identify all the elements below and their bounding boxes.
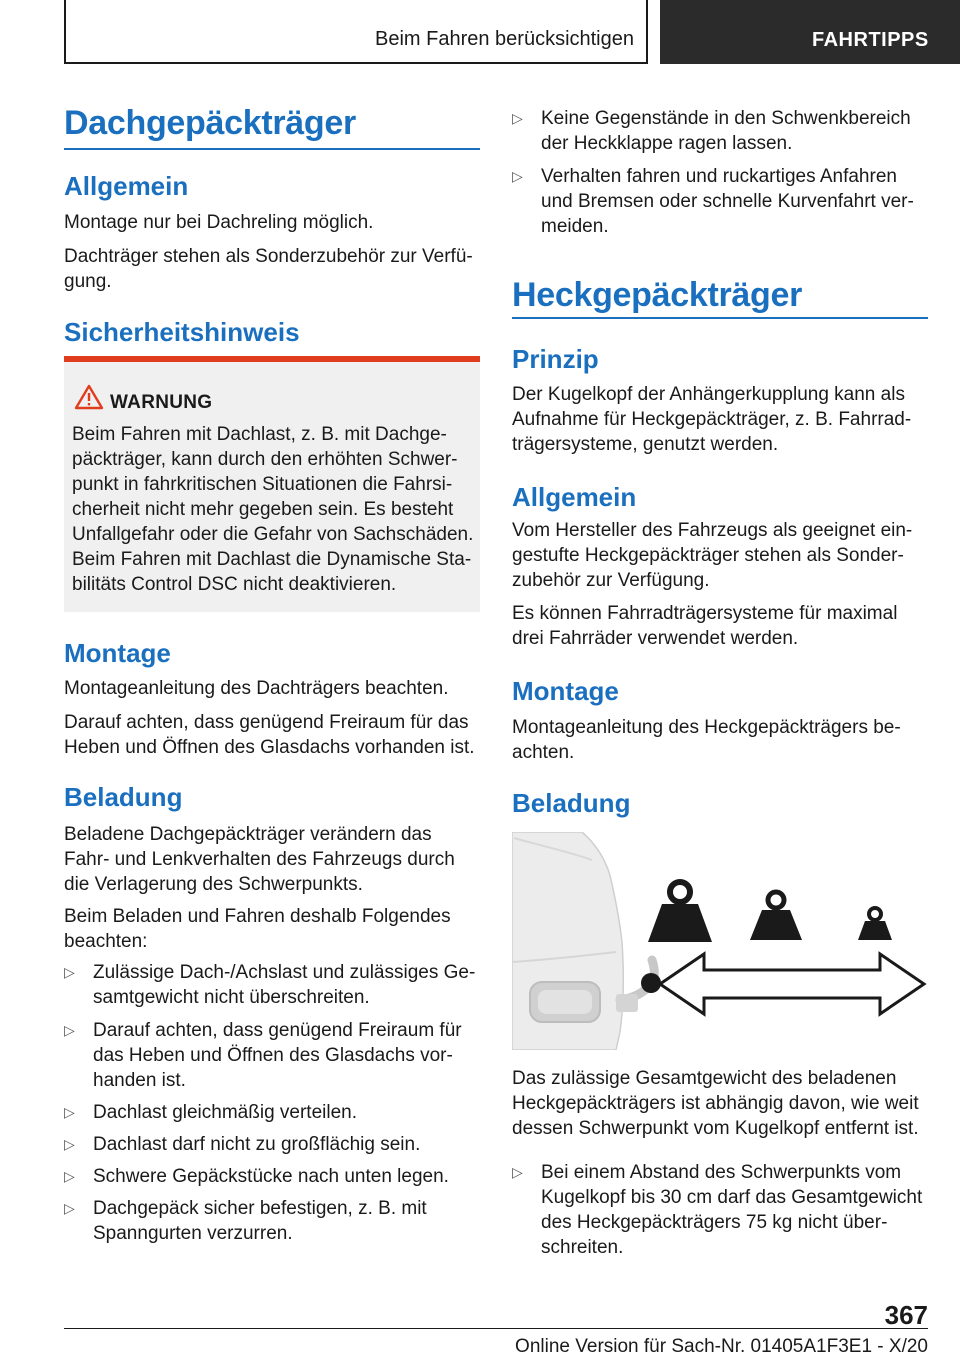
header-section-box — [64, 0, 648, 64]
warning-title: WARNUNG — [110, 392, 213, 413]
paragraph-prinzip: Der Kugelkopf der Anhängerkupplung kann als Aufnahme für Heckgepäckträger, z. B. Fahrrad‐ trägersysteme, genutzt werden. — [512, 384, 912, 455]
bullet-arrow-icon: ▷ — [512, 1164, 523, 1180]
bullet-arrow-icon: ▷ — [512, 168, 523, 184]
title-rule — [512, 317, 928, 319]
bullet-arrow-icon: ▷ — [512, 110, 523, 126]
paragraph-allgemein-right-2: Es können Fahrradträgersysteme für maximal drei Fahrräder verwendet werden. — [512, 603, 898, 649]
heading-allgemein-left: Allgemein — [64, 171, 189, 201]
bullet-arrow-icon: ▷ — [64, 1136, 75, 1152]
paragraph-allgemein-1: Montage nur bei Dachreling möglich. — [64, 212, 374, 233]
heading-sicherheitshinweis: Sicherheitshinweis — [64, 317, 300, 347]
paragraph-allgemein-2: Dachträger stehen als Sonderzubehör zur Verfü‐ gung. — [64, 246, 473, 292]
paragraph-beladung-right: Das zulässige Gesamtgewicht des beladenen Heckgepäckträgers ist abhängig davon, wie weit dessen Schwerpunkt vom Kugelkopf entfernt ist. — [512, 1068, 919, 1139]
paragraph-montage-right: Montageanleitung des Heckgepäckträgers be‐ achten. — [512, 717, 901, 763]
footer-rule — [64, 1328, 928, 1329]
page-number: 367 — [884, 1300, 928, 1330]
heading-beladung-right: Beladung — [512, 788, 631, 818]
paragraph-allgemein-right-1: Vom Hersteller des Fahrzeugs als geeignet ein‐ gestufte Heckgepäckträger stehen als Sonder‐ zubehör zur Verfügung. — [512, 520, 913, 591]
bullet-arrow-icon: ▷ — [64, 964, 75, 980]
warning-box — [64, 356, 480, 612]
heading-montage-left: Montage — [64, 638, 171, 668]
header-section-title: Beim Fahren berücksichtigen — [374, 28, 634, 50]
bullet-arrow-icon: ▷ — [64, 1022, 75, 1038]
paragraph-montage-1: Montageanleitung des Dachträgers beachten. — [64, 678, 449, 699]
footer-online-version: Online Version für Sach-Nr. 01405A1F3E1 - X/20 — [515, 1336, 928, 1357]
paragraph-beladung-1: Beladene Dachgepäckträger verändern das Fahr- und Lenkverhalten des Fahrzeugs durch die Verlagerung des Schwerpunkts. — [64, 824, 455, 895]
bullet-arrow-icon: ▷ — [64, 1168, 75, 1184]
title-dachgepaecktraeger: Dachgepäckträger — [64, 104, 356, 142]
tow-hitch-load-illustration — [512, 832, 928, 1050]
heading-prinzip: Prinzip — [512, 344, 599, 374]
heading-beladung-left: Beladung — [64, 782, 183, 812]
heading-allgemein-right: Allgemein — [512, 482, 637, 512]
paragraph-beladung-2: Beim Beladen und Fahren deshalb Folgendes beachten: — [64, 906, 451, 952]
warning-triangle-icon — [74, 384, 104, 410]
bullet-arrow-icon: ▷ — [64, 1200, 75, 1216]
warning-text: Beim Fahren mit Dachlast, z. B. mit Dachge‐ päckträger, kann durch den erhöhten Schwer‐ punkt in fahrkritischen Situationen die Fahrsi‐ cherheit nicht mehr gegeben sein. Es besteht Unfallgefahr oder die Gefahr von Sachschäden. Beim Fahren mit Dachlast die Dynamische Sta‐ bilitäts Control DSC nicht deaktivieren. — [72, 424, 474, 595]
paragraph-montage-2: Darauf achten, dass genügend Freiraum für das Heben und Öffnen des Glasdachs vorhanden ist. — [64, 712, 475, 758]
title-heckgepaecktraeger: Heckgepäckträger — [512, 276, 803, 314]
heading-montage-right: Montage — [512, 676, 619, 706]
header-chapter-title: FAHRTIPPS — [812, 29, 929, 51]
bullet-arrow-icon: ▷ — [64, 1104, 75, 1120]
header-chapter-box — [660, 0, 960, 64]
title-rule — [64, 148, 480, 150]
